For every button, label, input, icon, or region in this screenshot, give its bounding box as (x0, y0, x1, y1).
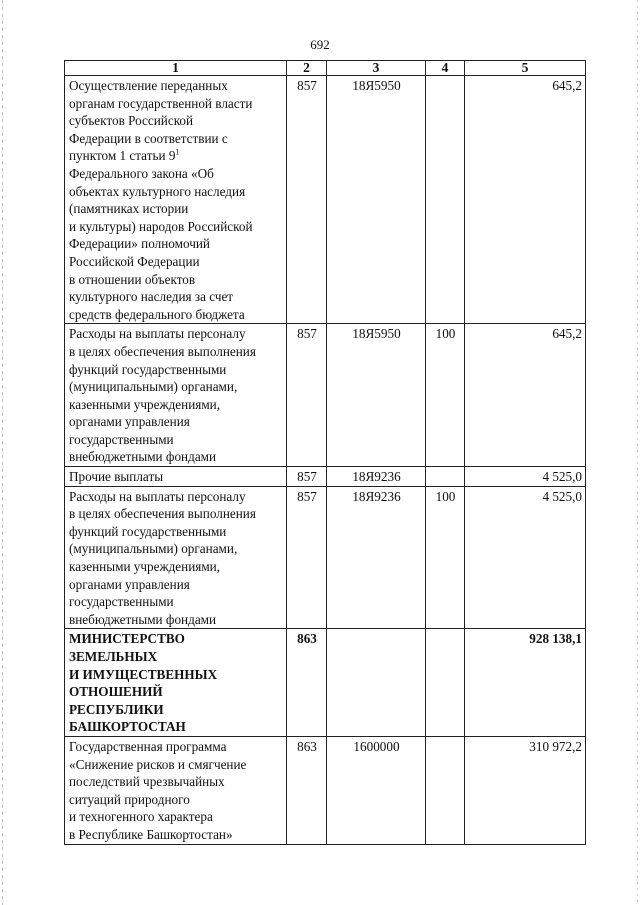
row-name-cell (65, 736, 287, 844)
row-name-line: (муниципальными) органами, (69, 379, 238, 395)
row-name-line: Государственная программа (69, 738, 227, 754)
row-name-line: (памятниках истории (69, 201, 189, 217)
row-name-line: функций государственными (69, 523, 227, 539)
scan-edge-left (2, 0, 3, 905)
row-name-line: объектах культурного наследия (69, 183, 246, 199)
row-csr-cell: 18Я5950 (327, 76, 426, 324)
header-row (65, 61, 586, 76)
row-ved-cell: 863 (287, 629, 327, 737)
row-name-line: внебюджетными фондами (69, 449, 217, 465)
row-name-line: в целях обеспечения выполнения (69, 506, 256, 522)
header-col-1: 1 (65, 61, 287, 76)
row-name-line: Расходы на выплаты персоналу (69, 326, 246, 342)
row-vr-cell (426, 467, 465, 487)
budget-table (64, 60, 586, 845)
row-ved-cell: 863 (287, 736, 327, 844)
row-name-line: субъектов Российской (69, 113, 194, 129)
row-name-line: культурного наследия за счет (69, 289, 234, 305)
row-name-line: в отношении объектов (69, 271, 196, 287)
row-amount-cell: 4 525,0 (465, 486, 586, 629)
row-name-line: последствий чрезвычайных (69, 774, 225, 790)
header-col-2: 2 (287, 61, 327, 76)
row-csr-cell (327, 629, 426, 737)
row-name-line: органами управления (69, 414, 190, 430)
row-csr-cell: 18Я9236 (327, 486, 426, 629)
row-name-line: государственными (69, 594, 174, 610)
row-name-line: Федерации» полномочий (69, 236, 210, 252)
page-number: 692 (310, 37, 330, 52)
row-vr-cell (426, 76, 465, 324)
scan-edge-right (637, 0, 638, 905)
row-name-line: внебюджетными фондами (69, 611, 217, 627)
row-ved-cell: 857 (287, 467, 327, 487)
row-name-cell (65, 629, 287, 737)
row-name-line: и культуры) народов Российской (69, 218, 253, 234)
row-name-line: Российской Федерации (69, 253, 200, 269)
row-amount-cell: 645,2 (465, 324, 586, 467)
row-name-line: в Республике Башкортостан» (69, 826, 233, 842)
row-name-line: МИНИСТЕРСТВО (69, 631, 185, 647)
row-csr-cell: 1600000 (327, 736, 426, 844)
table-row (65, 486, 586, 629)
row-ved-cell: 857 (287, 324, 327, 467)
row-name-line: ситуаций природного (69, 791, 190, 807)
row-name-line: и техногенного характера (69, 809, 213, 825)
row-name-line: Федерального закона «Об (69, 165, 214, 181)
row-name-line: государственными (69, 431, 174, 447)
row-ved-cell: 857 (287, 486, 327, 629)
row-name-line: Расходы на выплаты персоналу (69, 488, 246, 504)
row-name-line: органам государственной власти (69, 95, 253, 111)
row-amount-cell: 645,2 (465, 76, 586, 324)
row-vr-cell: 100 (426, 324, 465, 467)
row-vr-cell: 100 (426, 486, 465, 629)
table-row (65, 76, 586, 324)
table-row (65, 467, 586, 487)
row-name-line: органами управления (69, 576, 190, 592)
row-csr-cell: 18Я5950 (327, 324, 426, 467)
row-amount-cell: 310 972,2 (465, 736, 586, 844)
row-vr-cell (426, 736, 465, 844)
table-row-ministry (65, 629, 586, 737)
row-name-line: ЗЕМЕЛЬНЫХ (69, 649, 158, 664)
row-name-cell (65, 76, 287, 324)
row-name-line: РЕСПУБЛИКИ (69, 701, 164, 717)
row-name-cell (65, 324, 287, 467)
row-name-line-with-article (69, 147, 283, 165)
row-name-line: в целях обеспечения выполнения (69, 343, 256, 359)
row-name-line: «Снижение рисков и смягчение (69, 756, 247, 772)
header-col-3: 3 (327, 61, 426, 76)
row-vr-cell (426, 629, 465, 737)
row-amount-cell: 4 525,0 (465, 467, 586, 487)
row-name-line: Федерации в соответствии с (69, 130, 228, 146)
row-name-line: казенными учреждениями, (69, 559, 221, 575)
row-name-line: (муниципальными) органами, (69, 541, 238, 557)
row-name-line: Осуществление переданных (69, 78, 228, 93)
row-name-line: средств федерального бюджета (69, 306, 245, 322)
header-col-5: 5 (465, 61, 586, 76)
row-name-line: БАШКОРТОСТАН (69, 719, 186, 735)
article-superscript: 1 (175, 147, 180, 157)
header-col-4: 4 (426, 61, 465, 76)
row-name-line: казенными учреждениями, (69, 396, 221, 412)
table-row (65, 736, 586, 844)
row-name-cell (65, 467, 287, 487)
table-row (65, 324, 586, 467)
row-name-line: И ИМУЩЕСТВЕННЫХ (69, 666, 218, 682)
row-amount-cell: 928 138,1 (465, 629, 586, 737)
row-name-cell (65, 486, 287, 629)
row-name-line: ОТНОШЕНИЙ (69, 684, 163, 700)
row-ved-cell: 857 (287, 76, 327, 324)
row-name-line: Прочие выплаты (69, 469, 164, 485)
row-csr-cell: 18Я9236 (327, 467, 426, 487)
row-name-line: пунктом 1 статьи 9 (69, 148, 176, 164)
row-name-line: функций государственными (69, 361, 227, 377)
